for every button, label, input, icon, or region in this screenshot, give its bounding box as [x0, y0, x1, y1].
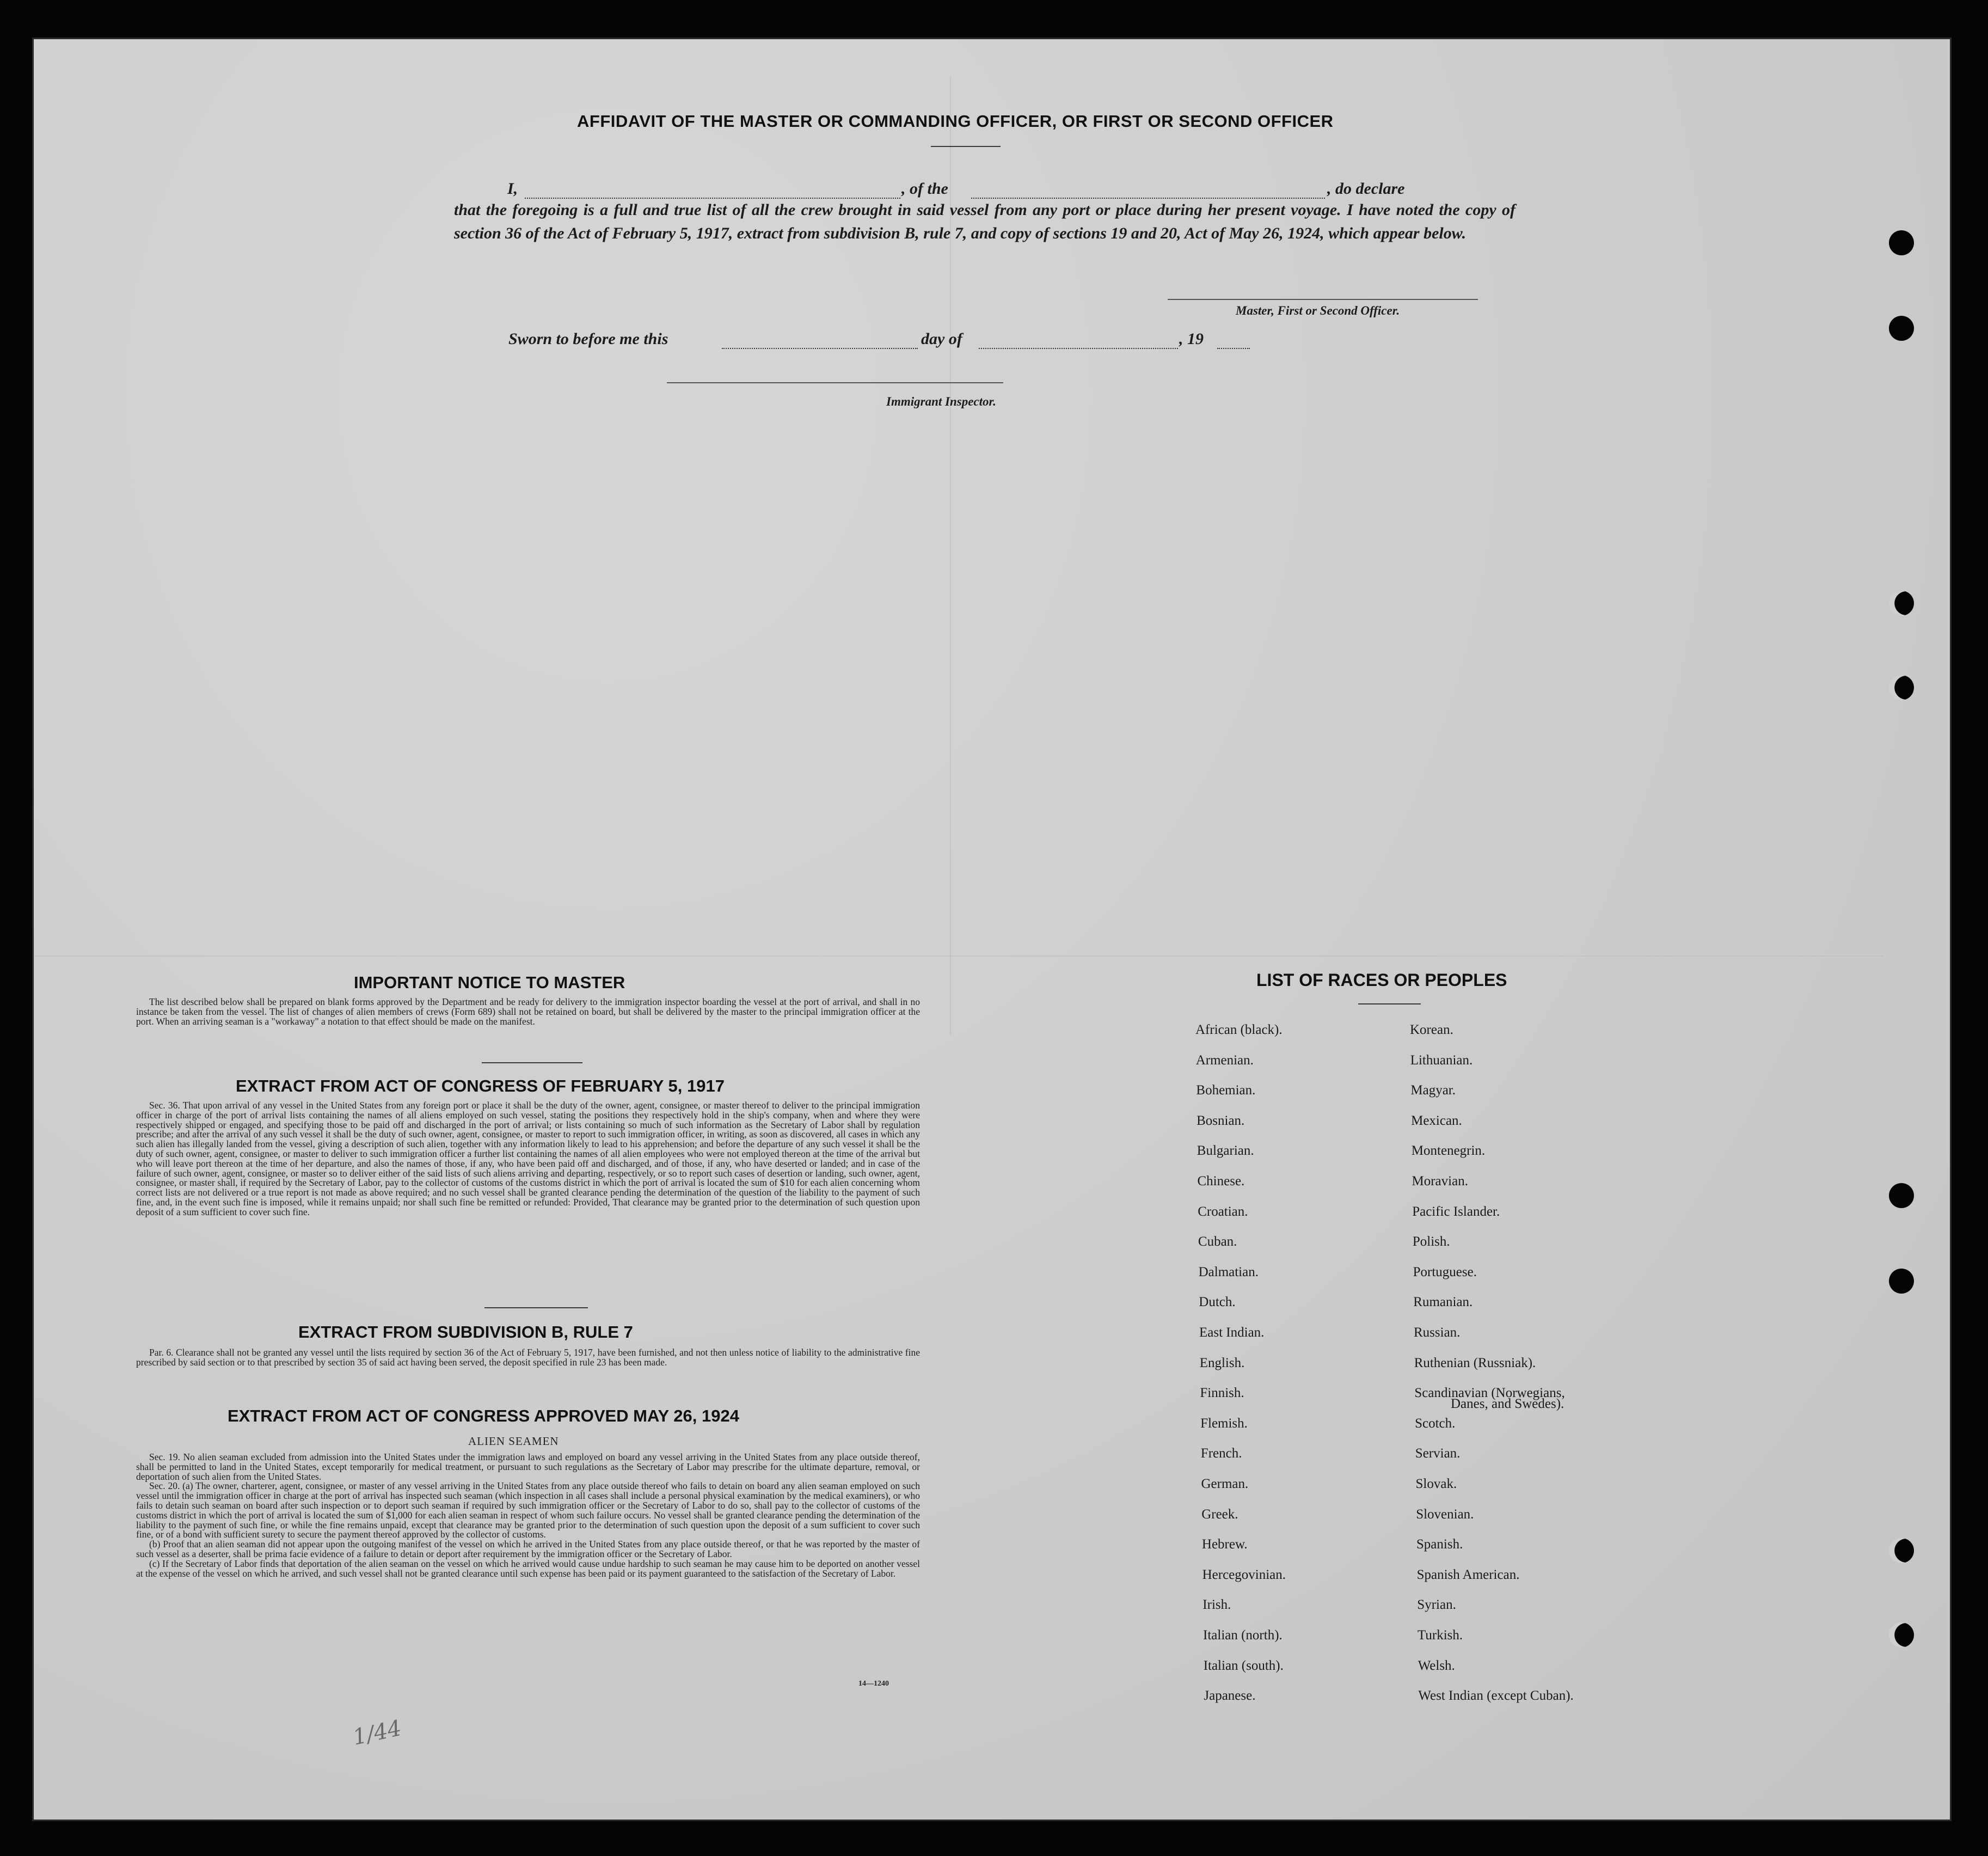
- race-left-item: Bosnian.: [1197, 1113, 1245, 1128]
- extract-rule7-text: [136, 1348, 920, 1368]
- race-right-item: Korean.: [1410, 1022, 1453, 1037]
- sworn-year-field[interactable]: [1217, 335, 1250, 349]
- extract-1917-title: EXTRACT FROM ACT OF CONGRESS OF FEBRUARY 5, 1917: [236, 1076, 725, 1095]
- affidavit-declare: , do declare: [1327, 180, 1405, 198]
- notice-title: IMPORTANT NOTICE TO MASTER: [354, 973, 625, 992]
- sec-20b-paragraph: (b) Proof that an alien seaman did not appear upon the outgoing manifest of the vessel on which he arrived in the United States from any place outside thereof, or that he was reported by the master of such vessel as a deserter, shall be prima facie evidence of a failure to detain or deport after requirement by the immigration officer or the Secretary of Labor.: [136, 1539, 920, 1559]
- notice-paragraph: The list described below shall be prepared on blank forms approved by the Department and be ready for delivery to the immigration inspector boarding the vessel at the port of arrival, and shall in no instance be taken from the vessel. The list of changes of alien members of crews (Form 689) shall not be retained on board, but shall be delivered by the master to the principal immigration officer at the port. When an arriving seaman is a "workaway" a notation to that effect should be made on the manifest.: [136, 996, 920, 1027]
- race-left-item: Italian (north).: [1203, 1628, 1283, 1643]
- race-right-item: Spanish.: [1416, 1537, 1463, 1552]
- sec-20c-paragraph: (c) If the Secretary of Labor finds that deportation of the alien seaman on the vessel on which he arrived would cause undue hardship to such seaman he may cause him to be deported on another vessel at the expense of the vessel on which he arrived, and such vessel shall not be granted clearance until such expense has been paid or its payment guaranteed to the satisfaction of the Secretary of Labor.: [136, 1558, 920, 1579]
- race-left-item: Armenian.: [1195, 1052, 1254, 1068]
- race-left-item: Irish.: [1202, 1597, 1231, 1613]
- notice-text: [136, 997, 920, 1026]
- binder-hole-partial: [1889, 591, 1914, 616]
- race-left-item: Italian (south).: [1203, 1658, 1284, 1673]
- race-right-item: Russian.: [1414, 1325, 1461, 1340]
- races-title: LIST OF RACES OR PEOPLES: [1256, 970, 1507, 990]
- race-left-item: Hercegovinian.: [1202, 1567, 1286, 1582]
- extract-rule7-paragraph: Par. 6. Clearance shall not be granted any vessel until the lists required by section 36 of the Act of February 5, 1917, have been furnished, and not then unless notice of liability to the administrative fine prescribed by said section or to that prescribed by section 35 of said act having been served, the deposit specified in rule 23 has been made.: [136, 1347, 920, 1368]
- binder-hole: [1889, 316, 1914, 341]
- fold-line-horizontal: [33, 955, 1883, 957]
- race-continuation: Danes, and Swedes).: [1451, 1396, 1564, 1411]
- affidavit-body: that the foregoing is a full and true list of all the crew brought in said vessel from any port or place during her present voyage. I have noted the copy of section 36 of the Act of February 5, 1917, extract from subdivision B, rule 7, and copy of sections 19 and 20, Act of May 26, 1924, which appear below.: [454, 201, 1515, 242]
- race-right-item: Mexican.: [1411, 1113, 1462, 1128]
- race-right-item: Syrian.: [1417, 1597, 1456, 1613]
- binder-hole-partial: [1889, 1538, 1914, 1563]
- race-left-item: Bulgarian.: [1197, 1143, 1254, 1159]
- race-left-item: Flemish.: [1200, 1416, 1248, 1431]
- binder-hole-partial: [1889, 1622, 1914, 1647]
- extract-1917-paragraph: Sec. 36. That upon arrival of any vessel in the United States from any foreign port or place it shall be the duty of the owner, agent, consignee, or master thereof to deliver to the principal immigration officer in charge of the port of arrival lists containing the names of all aliens employed on such vessel, stating the positions they respectively hold in the ship's company, when and where they were respectively shipped or engaged, and specifying those to be paid off and discharged in the port of arrival; or lists containing so much of such information as the Secretary of Labor shall by regulation prescribe; and after the arrival of any such vessel it shall be the duty of such owner, agent, consignee, or master to report to such immigration officer, in writing, as soon as discovered, all cases in which any such alien has illegally landed from the vessel, giving a description of such alien, together with any information likely to lead to his apprehension; and before the departure of any such vessel it shall be the duty of such owner, agent, consignee, or master to deliver to such immigration officer a further list containing the names of all alien employees who were not employed thereon at the time of the arrival but who will leave port thereon at the time of her departure, and also the names of those, if any, who have been paid off and discharged, and of those, if any, who have deserted or landed; and in case of the failure of such owner, agent, consignee, or master so to deliver either of the said lists of such aliens arriving and departing, respectively, or so to report such cases of desertion or landing, such owner, agent, consignee, or master shall, if required by the Secretary of Labor, pay to the collector of customs of the customs district in which the port of arrival is located the sum of $10 for each alien concerning whom correct lists are not delivered or a true report is not made as above required; and no such vessel shall be granted clearance pending the determination of the question of the liability to the payment of such fine, and, in the event such fine is imposed, while it remains unpaid; nor shall such fine be remitted or refunded: Provided, That clearance may be granted prior to the determination of such question upon deposit of a sum sufficient to cover such fine.: [136, 1100, 920, 1217]
- race-left-item: German.: [1201, 1477, 1249, 1491]
- master-signature-line[interactable]: [1168, 299, 1478, 300]
- master-caption: Master, First or Second Officer.: [1236, 304, 1400, 317]
- race-left-item: Greek.: [1201, 1506, 1238, 1522]
- vessel-field[interactable]: [971, 185, 1325, 199]
- race-right-item: Slovak.: [1415, 1477, 1457, 1491]
- race-right-item: Turkish.: [1418, 1628, 1463, 1643]
- inspector-caption: Immigrant Inspector.: [886, 395, 996, 408]
- race-right-item: Magyar.: [1410, 1083, 1456, 1098]
- race-right-item: Scotch.: [1415, 1416, 1456, 1431]
- race-right-item: Spanish American.: [1416, 1567, 1520, 1582]
- race-right-item: Montenegrin.: [1411, 1143, 1486, 1159]
- affidavit-i: I,: [507, 180, 518, 198]
- binder-hole: [1889, 230, 1914, 255]
- race-left-item: Finnish.: [1200, 1386, 1244, 1401]
- sworn-year-prefix: , 19: [1179, 330, 1204, 348]
- race-left-item: Bohemian.: [1196, 1083, 1256, 1098]
- race-left-item: Dutch.: [1199, 1295, 1236, 1310]
- sec-19-paragraph: Sec. 19. No alien seaman excluded from admission into the United States under the immigration laws and employed on board any vessel arriving in the United States from any place outside thereof, shall be permitted to land in the United States, except temporarily for medical treatment, or pursuant to such regulations as the Secretary of Labor may prescribe for the ultimate departure, removal, or deportation of such alien from the United States.: [136, 1451, 920, 1482]
- race-right-item: Servian.: [1415, 1446, 1461, 1461]
- race-left-item: French.: [1200, 1446, 1242, 1461]
- race-left-item: African (black).: [1195, 1022, 1283, 1037]
- race-right-item: Welsh.: [1418, 1658, 1455, 1673]
- race-left-item: English.: [1199, 1355, 1245, 1370]
- race-left-item: Cuban.: [1198, 1234, 1237, 1249]
- sworn-day-of: day of: [921, 330, 962, 348]
- race-right-item: West Indian (except Cuban).: [1418, 1688, 1574, 1704]
- race-right-item: Slovenian.: [1416, 1506, 1474, 1522]
- race-right-item: Pacific Islander.: [1412, 1204, 1500, 1219]
- sworn-prefix: Sworn to before me this: [508, 330, 668, 348]
- races-underline: [1358, 1003, 1421, 1004]
- race-right-item: Moravian.: [1412, 1174, 1468, 1189]
- affidavit-title: AFFIDAVIT OF THE MASTER OR COMMANDING OFFICER, OR FIRST OR SECOND OFFICER: [577, 112, 1334, 131]
- race-left-item: Dalmatian.: [1198, 1264, 1259, 1279]
- race-right-item: Rumanian.: [1413, 1295, 1473, 1310]
- extract-1917-text: [136, 1101, 920, 1217]
- race-left-item: Chinese.: [1197, 1174, 1245, 1189]
- race-left-item: East Indian.: [1199, 1325, 1265, 1340]
- inspector-signature-line[interactable]: [667, 382, 1003, 383]
- race-left-item: Hebrew.: [1201, 1537, 1248, 1552]
- race-right-item: Scandinavian (Norwegians,: [1414, 1386, 1565, 1401]
- binder-hole: [1889, 1269, 1914, 1294]
- handwritten-note: 1/44: [351, 1716, 404, 1750]
- race-right-item: Portuguese.: [1413, 1264, 1477, 1279]
- extract-rule7-title: EXTRACT FROM SUBDIVISION B, RULE 7: [298, 1322, 633, 1342]
- race-right-item: Lithuanian.: [1410, 1052, 1473, 1068]
- extract-1924-title: EXTRACT FROM ACT OF CONGRESS APPROVED MAY 26, 1924: [228, 1406, 739, 1425]
- section-divider: [482, 1062, 582, 1063]
- binder-hole-partial: [1889, 675, 1914, 700]
- extract-1924-subtitle: ALIEN SEAMEN: [468, 1435, 559, 1448]
- extract-1924-text: [136, 1453, 920, 1578]
- race-left-item: Croatian.: [1198, 1204, 1248, 1219]
- title-underline: [931, 146, 1001, 147]
- sworn-month-field[interactable]: [979, 335, 1178, 349]
- sec-20a-paragraph: Sec. 20. (a) The owner, charterer, agent, consignee, or master of any vessel arriving in the United States from any place outside thereof who fails to detain on board any alien seaman employed on such vessel until the immigration officer in charge at the port of arrival has inspected such seaman (which inspection in all cases shall include a personal physical examination by the medical examiners), or who fails to detain such seaman on board after such inspection or to deport such seaman if required by such immigration officer or the Secretary of Labor to do so, shall pay to the collector of customs of the customs district in which the port of arrival is located the sum of $1,000 for each alien seaman in respect of whom such failure occurs. No vessel shall be granted clearance pending the determination of the liability to the payment of such fine, or while the fine remains unpaid, except that clearance may be granted prior to the determination of such question upon the deposit of a sum sufficient to cover such fine, or of a bond with sufficient surety to secure the payment thereof approved by the collector of customs.: [136, 1480, 920, 1540]
- race-right-item: Ruthenian (Russniak).: [1414, 1355, 1536, 1370]
- race-left-item: Japanese.: [1204, 1688, 1256, 1704]
- binder-hole: [1889, 1183, 1914, 1208]
- sworn-day-field[interactable]: [722, 335, 918, 349]
- name-field[interactable]: [525, 185, 900, 199]
- race-right-item: Polish.: [1412, 1234, 1450, 1249]
- section-divider: [484, 1307, 588, 1308]
- affidavit-of-the: , of the: [901, 180, 948, 198]
- form-number: 14—1240: [858, 1680, 889, 1688]
